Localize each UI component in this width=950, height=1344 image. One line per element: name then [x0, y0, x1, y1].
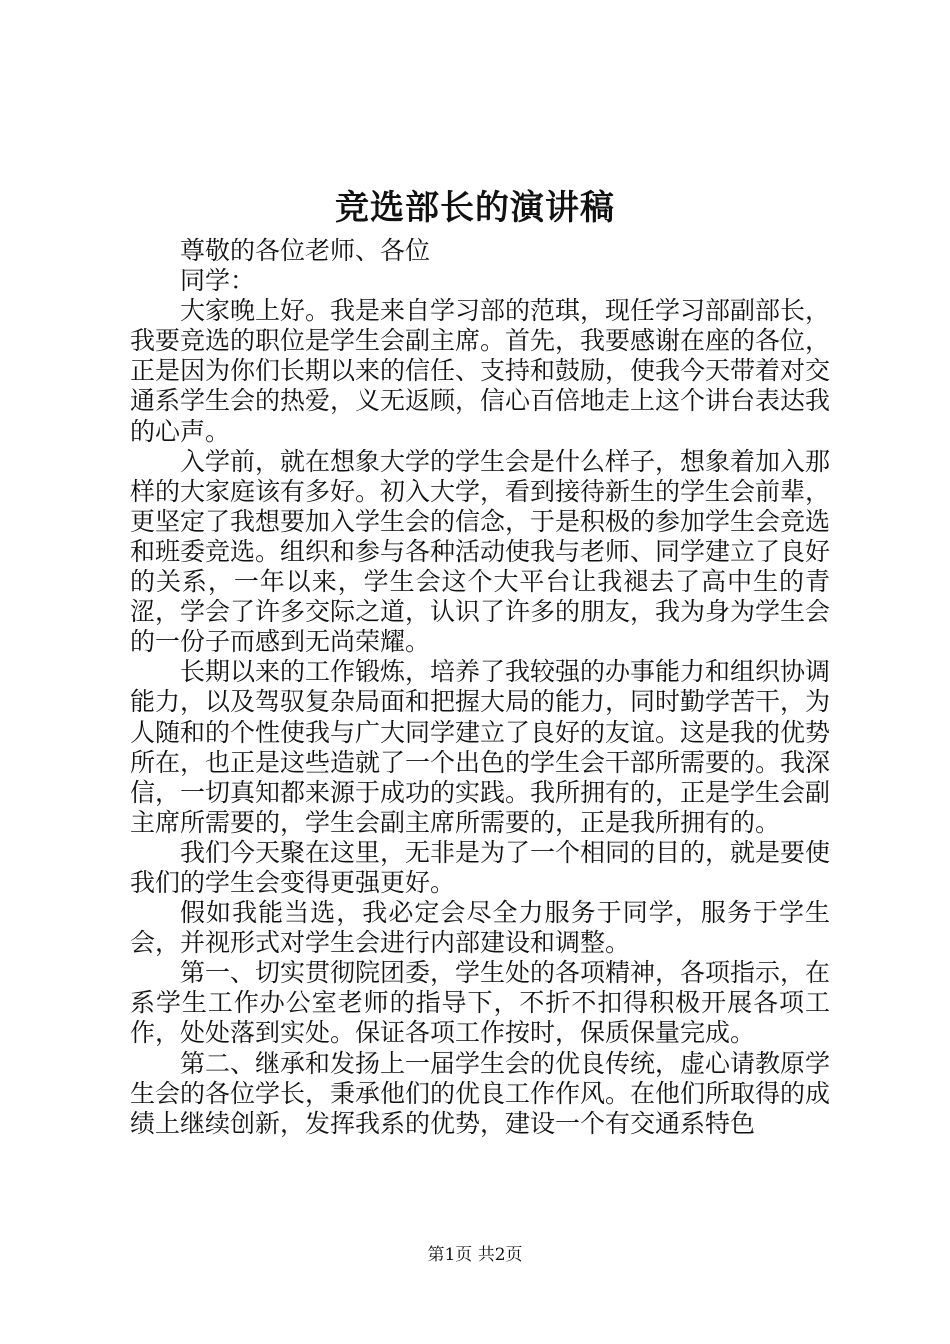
- body-paragraph: 假如我能当选，我必定会尽全力服务于同学，服务于学生会，并视形式对学生会进行内部建设和调整。: [130, 898, 830, 958]
- body-paragraph: 我们今天聚在这里，无非是为了一个相同的目的，就是要使我们的学生会变得更强更好。: [130, 837, 831, 897]
- salutation-line: 尊敬的各位老师、各位: [180, 236, 431, 265]
- body-paragraph: 入学前，就在想象大学的学生会是什么样子，想象着加入那样的大家庭该有多好。初入大学，看到接待新生的学生会前辈，更坚定了我想要加入学生会的信念，于是积极的参加学生会竞选和班委竞选。组织和参与各种活动使我与老师、同学建立了良好的关系，一年以来，学生会这个大平台让我褪去了高中生的青涩，学会了许多交际之道，认识了许多的朋友，我为身为学生会的一份子而感到无尚荣耀。: [130, 446, 831, 657]
- body-paragraph: 第一、切实贯彻院团委，学生处的各项精神，各项指示，在系学生工作办公室老师的指导下，不折不扣得积极开展各项工作，处处落到实处。保证各项工作按时，保质保量完成。: [130, 958, 831, 1048]
- salutation-line: 同学：: [180, 266, 256, 296]
- body-paragraph: 长期以来的工作锻炼，培养了我较强的办事能力和组织协调能力，以及驾驭复杂局面和把握大局的能力，同时勤学苦干，为人随和的个性使我与广大同学建立了良好的友谊。这是我的优势所在，也正是这些造就了一个出色的学生会干部所需要的。我深信，一切真知都来源于成功的实践。我所拥有的，正是学生会副主席所需要的，学生会副主席所需要的，正是我所拥有的。: [130, 657, 831, 837]
- body-paragraph: 大家晚上好。我是来自学习部的范琪，现任学习部副部长，我要竞选的职位是学生会副主席。首先，我要感谢在座的各位，正是因为你们长期以来的信任、支持和鼓励，使我今天带着对交通系学生会的热爱，义无返顾，信心百倍地走上这个讲台表达我的心声。: [130, 296, 831, 446]
- document-title: 竞选部长的演讲稿: [335, 188, 615, 228]
- document-body: [130, 236, 830, 1139]
- page-number-footer: 第1页 共2页: [427, 1245, 523, 1265]
- body-paragraph: 第二、继承和发扬上一届学生会的优良传统，虚心请教原学生会的各位学长，秉承他们的优良工作作风。在他们所取得的成绩上继续创新，发挥我系的优势，建设一个有交通系特色: [130, 1048, 831, 1138]
